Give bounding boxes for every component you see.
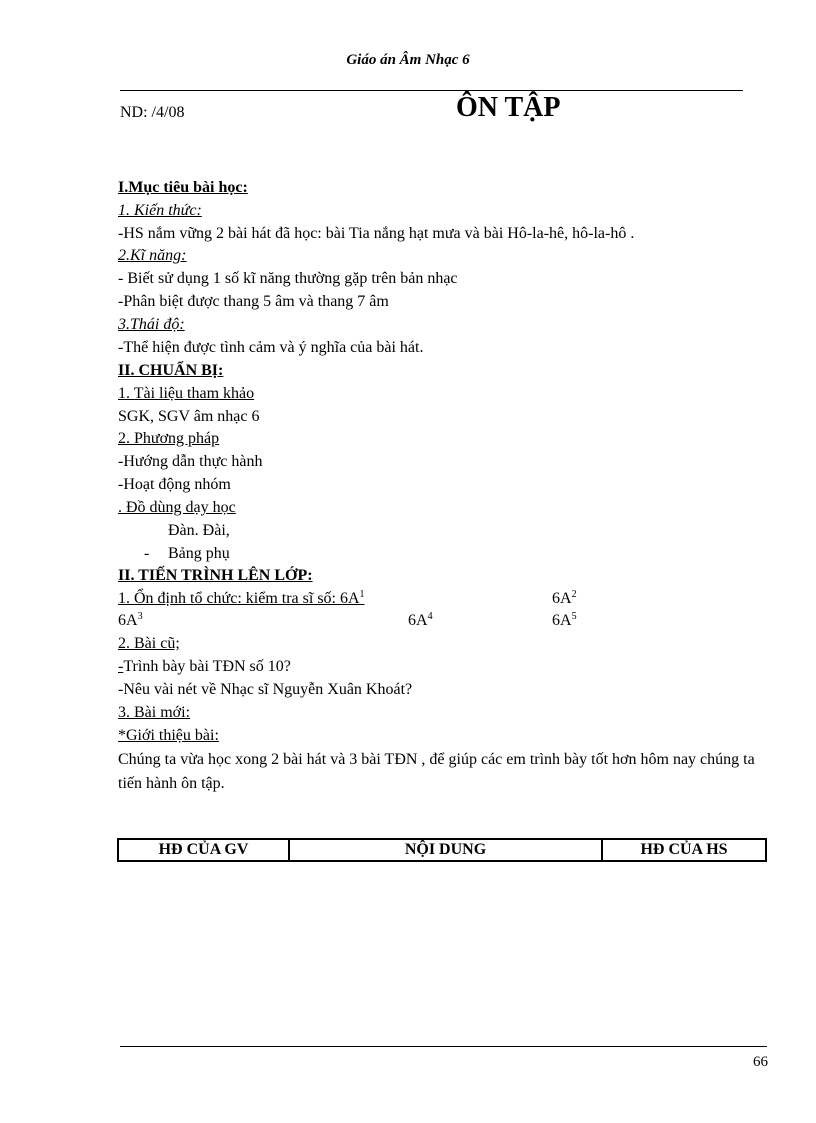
- objectives-heading: I.Mục tiêu bài học:: [118, 179, 248, 196]
- step2-question-2: -Nêu vài nét về Nhạc sĩ Nguyễn Xuân Khoát?: [118, 681, 413, 698]
- class-sup-4: 4: [427, 611, 433, 622]
- step2-question-1: [118, 657, 291, 677]
- skills-item-2: -Phân biệt được thang 5 âm và thang 7 âm: [118, 293, 389, 310]
- step2-q1-dash: -: [118, 658, 124, 675]
- table-header-teacher: HĐ CỦA GV: [118, 839, 289, 861]
- tools-label: . Đồ dùng dạy học: [118, 499, 236, 516]
- lesson-date: ND: /4/08: [120, 104, 185, 121]
- attitude-text: -Thể hiện được tình cảm và ý nghĩa của bài hát.: [118, 339, 424, 356]
- class-prefix: 6A: [118, 612, 138, 629]
- knowledge-label: 1. Kiến thức:: [118, 202, 202, 219]
- skills-item-1: - Biết sử dụng 1 số kĩ năng thường gặp trên bản nhạc: [118, 270, 458, 287]
- intro-label: *Giới thiệu bài:: [118, 727, 219, 744]
- step3-label: 3. Bài mới:: [118, 704, 191, 721]
- document-header-title: Giáo án Âm Nhạc 6: [346, 52, 470, 68]
- attitude-label: 3.Thái độ:: [118, 316, 185, 333]
- class-sup-1: 1: [359, 589, 365, 600]
- process-heading: II. TIẾN TRÌNH LÊN LỚP:: [118, 567, 313, 584]
- step2-label: 2. Bài cũ;: [118, 635, 180, 652]
- class-sup-5: 5: [571, 611, 577, 622]
- table-header-row: [118, 839, 766, 861]
- preparation-heading: II. CHUẨN BỊ:: [118, 362, 224, 379]
- table-header-content: NỘI DUNG: [289, 839, 602, 861]
- class-prefix: 6A: [408, 612, 428, 629]
- class-sup-3: 3: [137, 611, 143, 622]
- reference-label: 1. Tài liệu tham khảo: [118, 385, 255, 402]
- table-header-student: HĐ CỦA HS: [602, 839, 766, 861]
- class-6a5: [552, 611, 577, 631]
- class-6a3: [118, 611, 143, 631]
- class-prefix: 6A: [552, 612, 572, 629]
- class-sup-2: 2: [571, 589, 577, 600]
- intro-paragraph: Chúng ta vừa học xong 2 bài hát và 3 bài TĐN , để giúp các em trình bày tốt hơn hôm nay chúng ta tiến hành ôn tập.: [118, 751, 755, 792]
- step1-text: : kiểm tra sĩ số: 6A: [237, 590, 360, 607]
- method-item-1: -Hướng dẫn thực hành: [118, 453, 263, 470]
- lesson-plan-table: [117, 838, 767, 862]
- step1-label: 1. Ổn định tổ chức: [118, 590, 238, 607]
- reference-text: SGK, SGV âm nhạc 6: [118, 408, 260, 425]
- class-6a4: [408, 611, 433, 631]
- method-item-2: -Hoạt động nhóm: [118, 476, 231, 493]
- page-number: 66: [753, 1054, 768, 1070]
- tools-bullet: -: [144, 545, 150, 562]
- knowledge-text: -HS nắm vững 2 bài hát đã học: bài Tia nắng hạt mưa và bài Hô-la-hê, hô-la-hô .: [118, 225, 635, 242]
- lesson-title: ÔN TẬP: [456, 92, 561, 123]
- tools-item-1: Đàn. Đài,: [168, 522, 230, 539]
- skills-label: 2.Kĩ năng:: [118, 247, 187, 264]
- class-prefix: 6A: [552, 590, 572, 607]
- step1-line: [118, 589, 365, 609]
- method-label: 2. Phương pháp: [118, 430, 220, 447]
- step2-q1-text: Trình bày bài TĐN số 10?: [123, 658, 291, 675]
- header-rule: [120, 90, 743, 91]
- footer-rule: [120, 1046, 767, 1047]
- class-6a2: [552, 589, 577, 609]
- tools-item-2: Bảng phụ: [168, 545, 230, 562]
